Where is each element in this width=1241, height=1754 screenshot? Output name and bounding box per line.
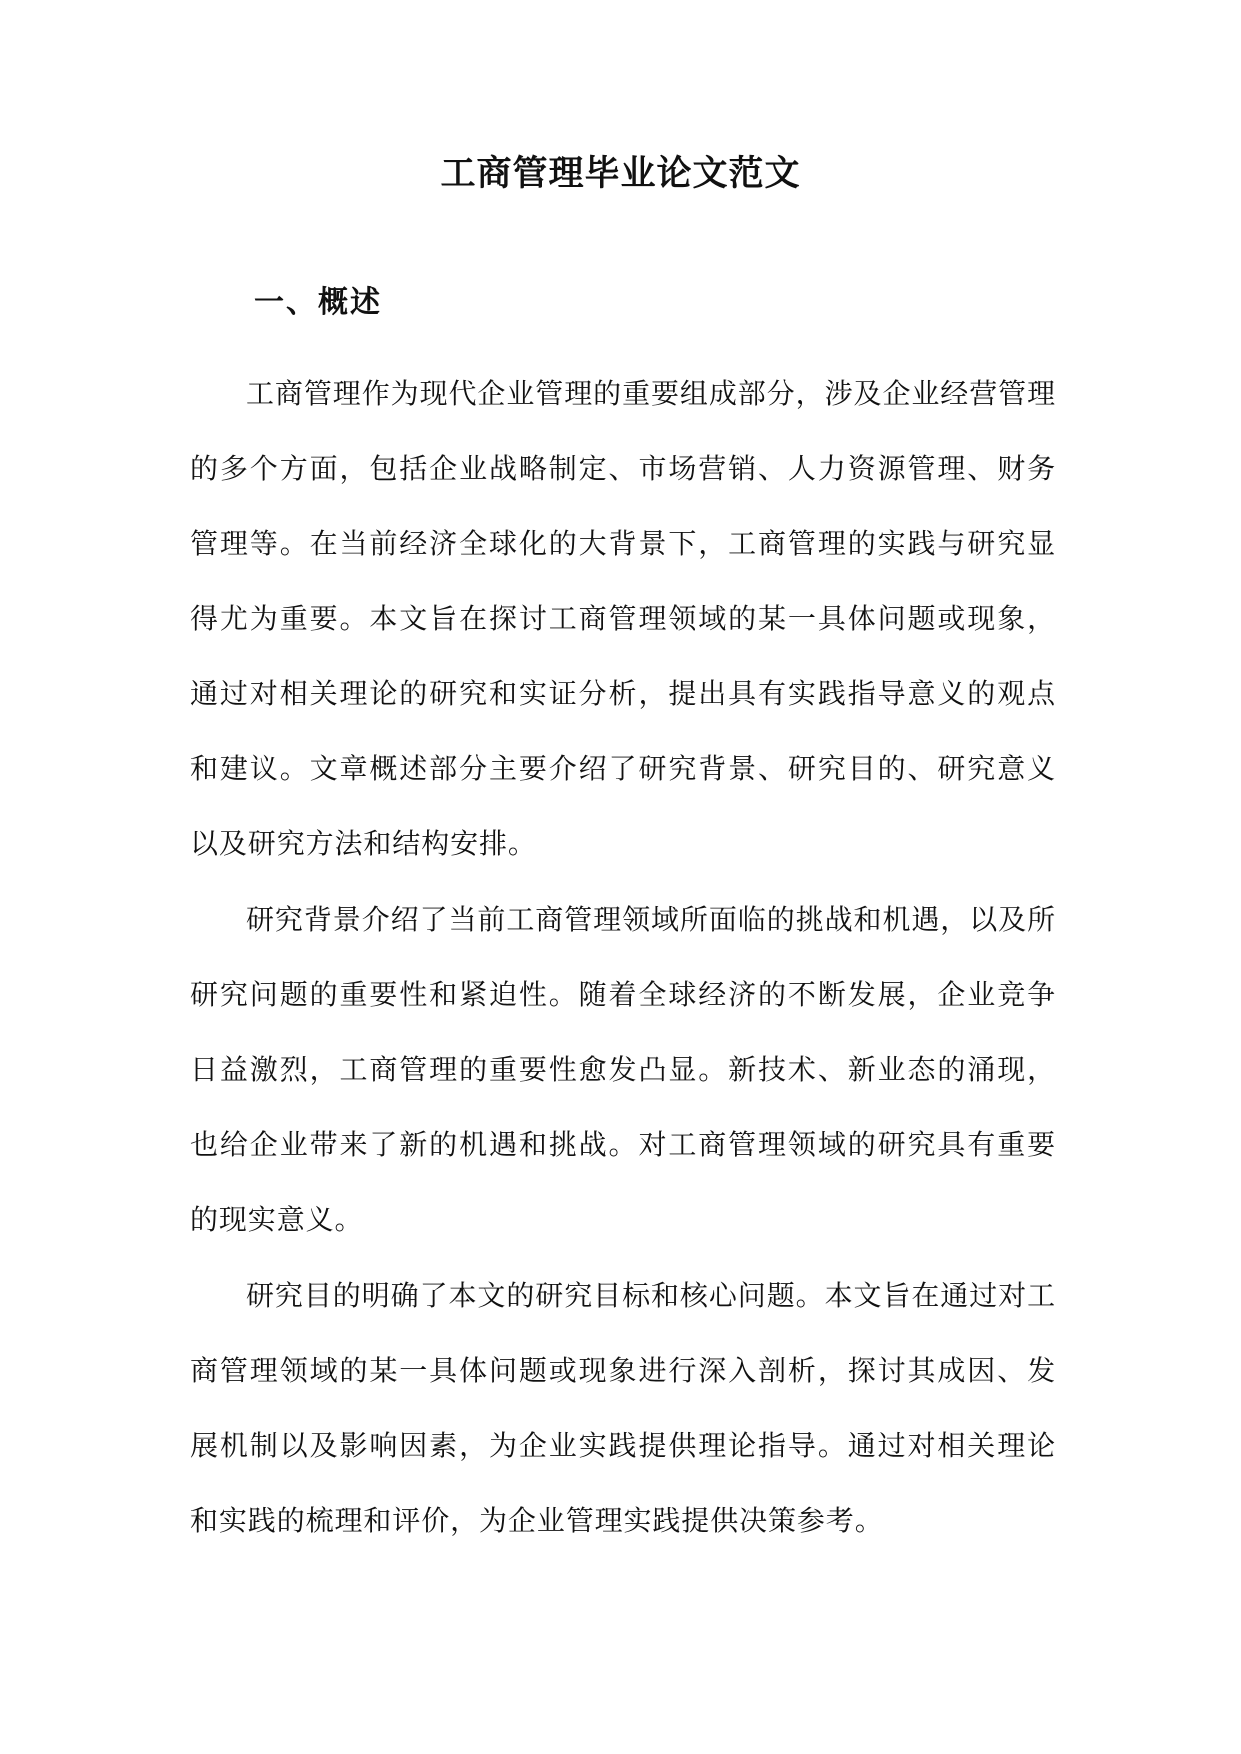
paragraph-purpose: 研究目的明确了本文的研究目标和核心问题。本文旨在通过对工商管理领域的某一具体问题或现象进行深入剖析，探讨其成因、发展机制以及影响因素，为企业实践提供理论指导。通过对相关理论和实践的梳理和评价，为企业管理实践提供决策参考。 xyxy=(190,1279,1056,1537)
body-text xyxy=(190,356,1056,1559)
section-heading: 一、概述 xyxy=(254,285,382,320)
paragraph-background: 研究背景介绍了当前工商管理领域所面临的挑战和机遇，以及所研究问题的重要性和紧迫性。随着全球经济的不断发展，企业竞争日益激烈，工商管理的重要性愈发凸显。新技术、新业态的涌现，也给企业带来了新的机遇和挑战。对工商管理领域的研究具有重要的现实意义。 xyxy=(190,903,1056,1236)
document-title: 工商管理毕业论文范文 xyxy=(440,153,801,194)
paragraph-overview: 工商管理作为现代企业管理的重要组成部分，涉及企业经营管理的多个方面，包括企业战略制定、市场营销、人力资源管理、财务管理等。在当前经济全球化的大背景下，工商管理的实践与研究显得尤为重要。本文旨在探讨工商管理领域的某一具体问题或现象，通过对相关理论的研究和实证分析，提出具有实践指导意义的观点和建议。文章概述部分主要介绍了研究背景、研究目的、研究意义以及研究方法和结构安排。 xyxy=(190,377,1056,860)
